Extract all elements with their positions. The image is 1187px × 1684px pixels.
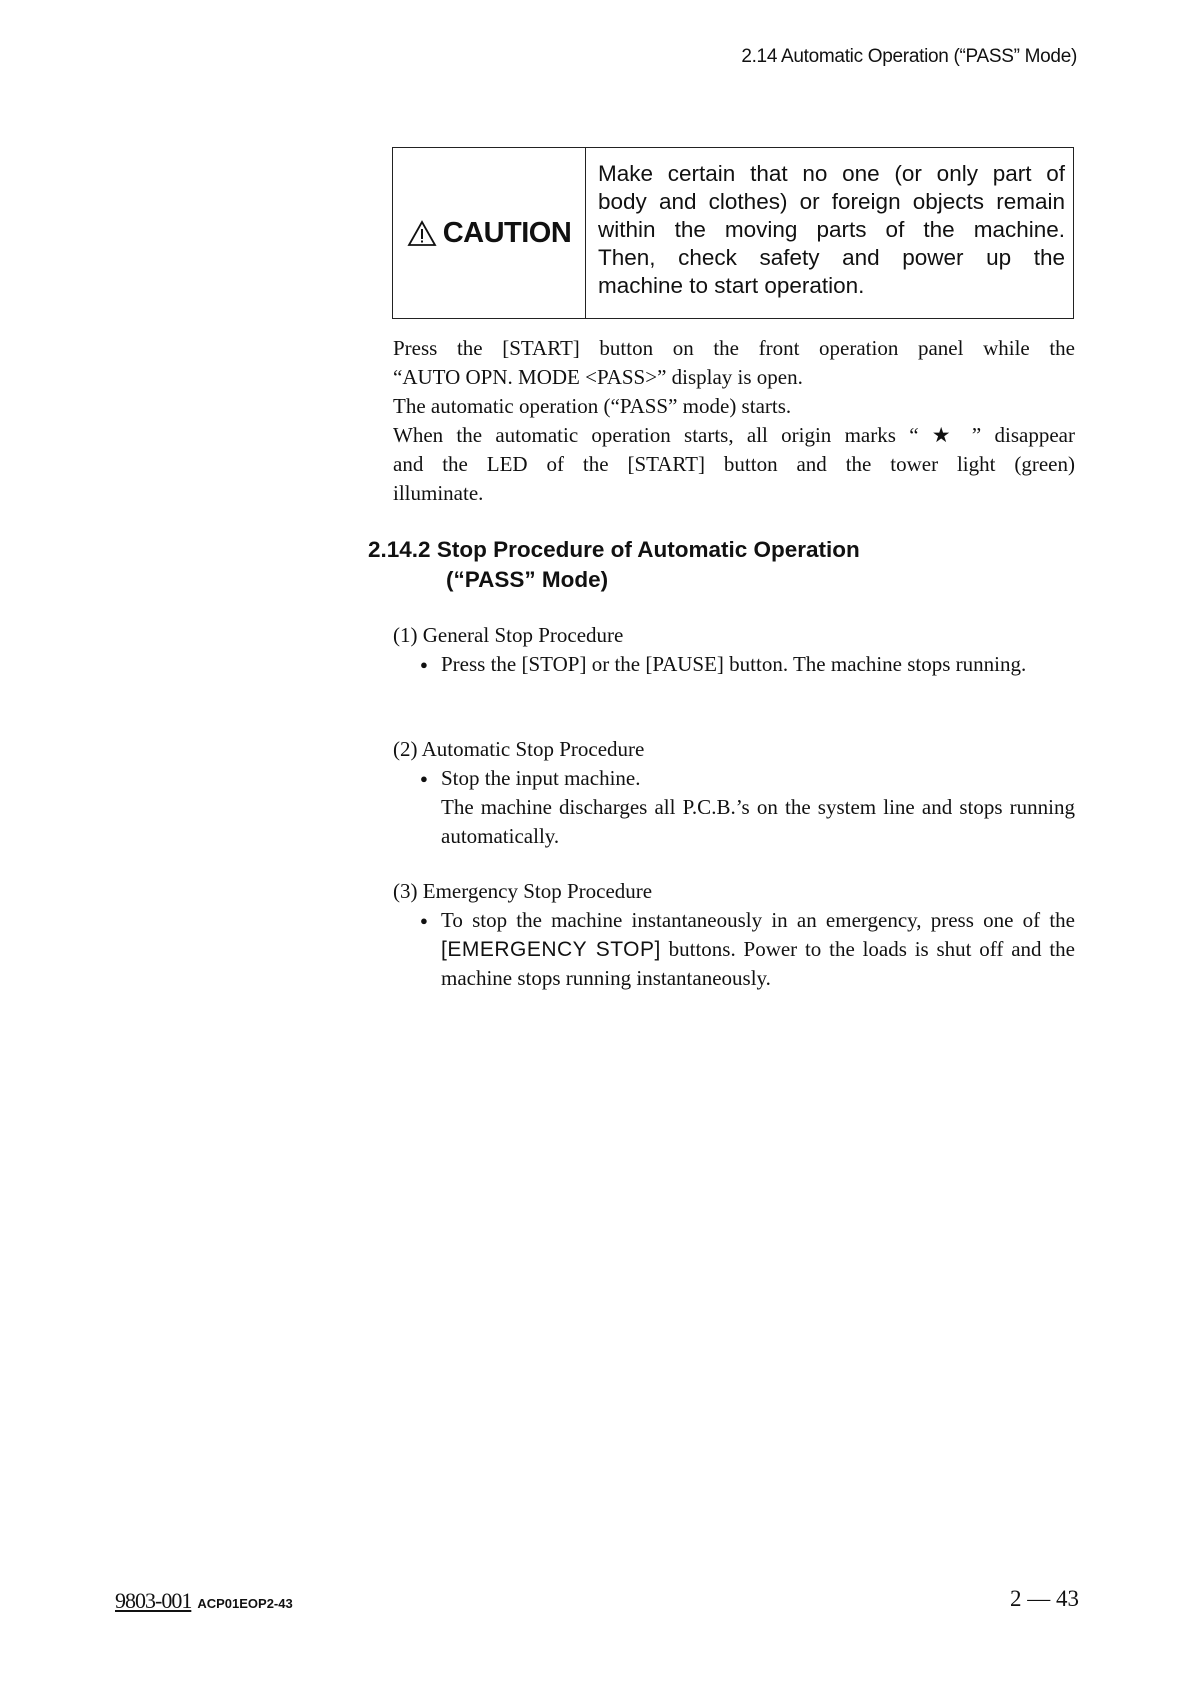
doc-number: 9803-001 bbox=[115, 1588, 192, 1613]
caution-label bbox=[393, 148, 586, 318]
text-line: illuminate. bbox=[393, 481, 484, 505]
emergency-stop-term: [EMERGENCY STOP] bbox=[441, 938, 661, 961]
item-bullet bbox=[393, 906, 1075, 993]
caution-box bbox=[392, 147, 1074, 319]
text-line: Press the [START] button on the front operation panel while the bbox=[393, 336, 1075, 360]
caution-text: CAUTION bbox=[442, 216, 572, 249]
section-heading bbox=[368, 535, 860, 595]
warning-triangle-icon bbox=[407, 220, 437, 247]
list-item bbox=[393, 735, 1075, 851]
item-title: (1) General Stop Procedure bbox=[393, 623, 624, 647]
bullet-text: buttons. Power to the loads is shut off and the machine stops running instantaneously. bbox=[441, 937, 1075, 990]
item-bullet: ● Stop the input machine. bbox=[393, 764, 1075, 793]
item-paragraph: The machine discharges all P.C.B.’s on the system line and stops running automatically. bbox=[441, 795, 1075, 848]
text-line: When the automatic operation starts, all origin marks “ ★ ” disappear bbox=[393, 423, 1075, 447]
item-title: (2) Automatic Stop Procedure bbox=[393, 737, 645, 761]
bullet-text: To stop the machine instantaneously in an emergency, press one of the bbox=[441, 908, 1075, 932]
footer-doc-id bbox=[115, 1588, 293, 1614]
item-bullet: ● Press the [STOP] or the [PAUSE] button. The machine stops running. bbox=[393, 650, 1075, 679]
intro-paragraph bbox=[393, 334, 1075, 508]
caution-line: machine to start operation. bbox=[598, 273, 865, 298]
list-item bbox=[393, 621, 1075, 679]
caution-line: within the moving parts of the machine. bbox=[598, 217, 1065, 242]
text-line: The automatic operation (“PASS” mode) starts. bbox=[393, 394, 792, 418]
text-line: and the LED of the [START] button and the tower light (green) bbox=[393, 452, 1075, 476]
item-title: (3) Emergency Stop Procedure bbox=[393, 879, 653, 903]
section-number: 2.14.2 bbox=[368, 537, 431, 562]
caution-line: body and clothes) or foreign objects remain bbox=[598, 189, 1065, 214]
caution-line: Then, check safety and power up the bbox=[598, 245, 1065, 270]
running-header: 2.14 Automatic Operation (“PASS” Mode) bbox=[741, 46, 1077, 67]
caution-line: Make certain that no one (or only part of bbox=[598, 161, 1065, 186]
doc-code: ACP01EOP2-43 bbox=[197, 1596, 293, 1611]
section-title: Stop Procedure of Automatic Operation bbox=[436, 537, 860, 562]
page-number: 2 — 43 bbox=[1010, 1586, 1079, 1611]
section-title-cont: (“PASS” Mode) bbox=[446, 567, 609, 592]
text-line: “AUTO OPN. MODE <PASS>” display is open. bbox=[393, 365, 803, 389]
list-item bbox=[393, 877, 1075, 993]
caution-message bbox=[586, 148, 1073, 318]
